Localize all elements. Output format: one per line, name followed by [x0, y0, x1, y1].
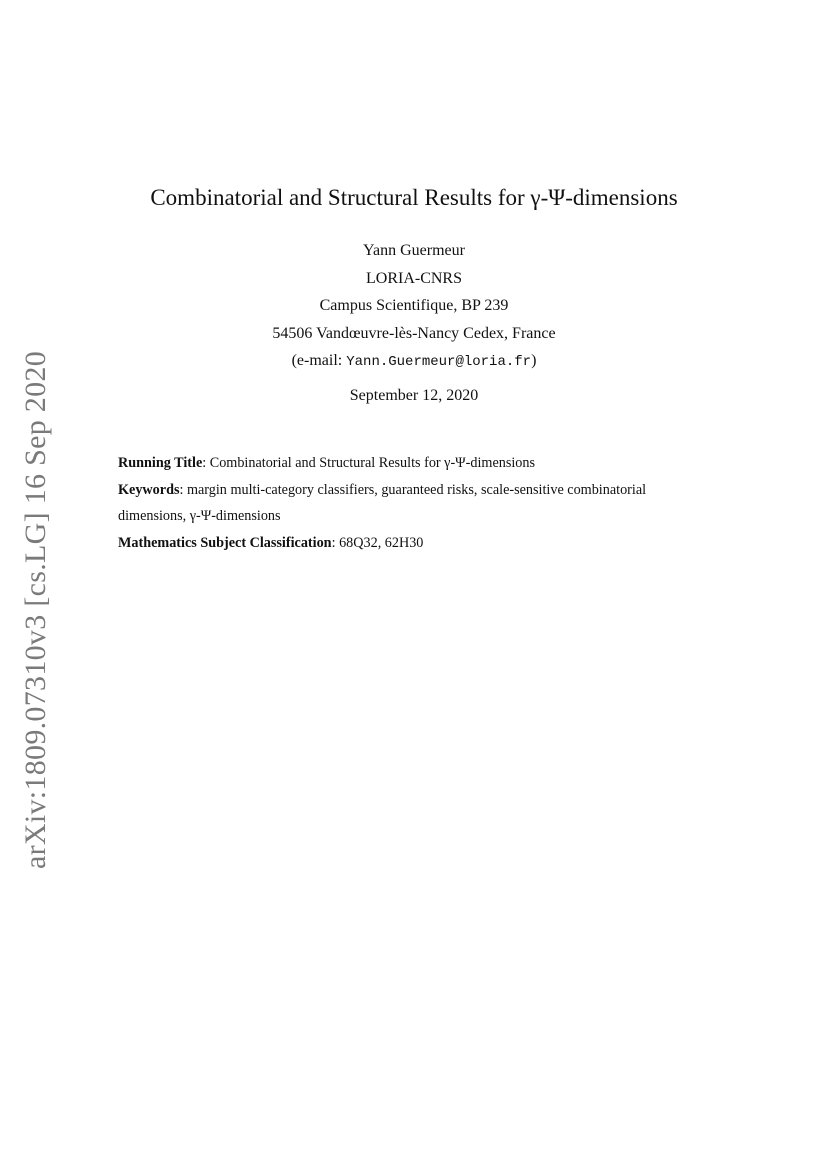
email-suffix: ) — [531, 352, 537, 370]
msc-line — [118, 530, 712, 557]
msc-label: Mathematics Subject Classification — [118, 534, 332, 551]
running-title-label: Running Title — [118, 455, 203, 471]
arxiv-identifier-stamp: arXiv:1809.07310v3 [cs.LG] 16 Sep 2020 — [19, 350, 52, 870]
author-email: Yann.Guermeur@loria.fr — [346, 354, 532, 371]
paper-date: September 12, 2020 — [349, 387, 479, 404]
email-prefix: (e-mail: — [291, 352, 347, 370]
running-title-line — [118, 450, 712, 477]
author-name: Yann Guermeur — [363, 242, 465, 259]
paper-metadata — [118, 450, 712, 556]
keywords-line — [118, 477, 712, 530]
author-address-line-1: Campus Scientifique, BP 239 — [319, 297, 509, 315]
keywords-value: : margin multi-category classifiers, guaranteed risks, scale-sensitive combinatorial dimensions, γ-Ψ-dimensions — [118, 481, 647, 524]
author-email-line — [0, 350, 828, 378]
running-title-value: : Combinatorial and Structural Results for γ-Ψ-dimensions — [202, 455, 536, 471]
author-block — [0, 240, 828, 378]
author-address-line-2: 54506 Vandœuvre-lès-Nancy Cedex, France — [272, 324, 556, 342]
keywords-label: Keywords — [118, 481, 180, 498]
msc-value: : 68Q32, 62H30 — [331, 534, 424, 551]
paper-title: Combinatorial and Structural Results for γ-Ψ-dimensions — [150, 185, 678, 210]
author-affiliation: LORIA-CNRS — [365, 269, 462, 287]
